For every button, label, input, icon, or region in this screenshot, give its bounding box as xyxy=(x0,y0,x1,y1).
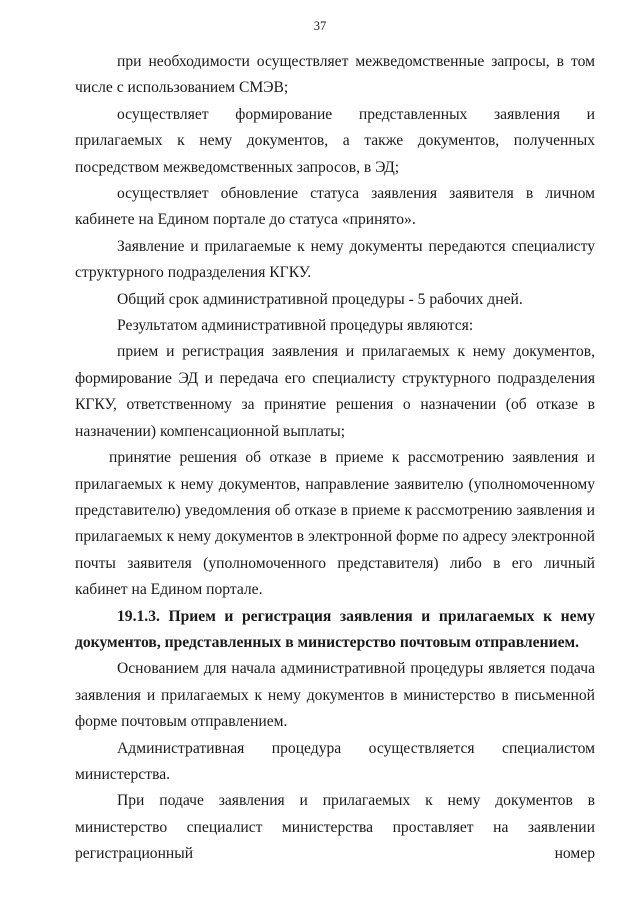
paragraph-results-intro: Результатом административной процедуры являются: xyxy=(117,317,474,335)
paragraph-result-refusal: принятие решения об отказе в приеме к рассмотрению заявления и прилагаемых к нему документов, направление заявителю (уполномоченному представителю) уведомления об отказе в приеме к рассмотрению заявления и прилагаемых к нему документов в электронной форме по адресу электронной почты заявителя (уполномоченного представителя) либо в его личный кабинет на Едином портале. xyxy=(75,449,595,599)
section-heading-19-1-3: 19.1.3. Прием и регистрация заявления и прилагаемых к нему документов, представленных в министерство почтовым отправлением. xyxy=(75,607,595,651)
paragraph-interagency-requests: при необходимости осуществляет межведомственные запросы, в том числе с использованием СМЭВ; xyxy=(75,53,595,97)
paragraph-procedure-basis: Основанием для начала административной процедуры является подача заявления и прилагаемых к нему документов в министерство в письменной форме почтовым отправлением. xyxy=(75,660,595,731)
page-number: 37 xyxy=(313,19,327,33)
paragraph-result-registration: прием и регистрация заявления и прилагаемых к нему документов, формирование ЭД и передача его специалисту структурного подразделения КГКУ, ответственному за принятие решения о назначении (об отказе в назначении) компенсационной выплаты; xyxy=(75,343,595,440)
document-body xyxy=(75,49,595,868)
paragraph-documents-transfer: Заявление и прилагаемые к нему документы передаются специалисту структурного подразделения КГКУ. xyxy=(75,237,595,282)
paragraph-procedure-term: Общий срок административной процедуры - 5 рабочих дней. xyxy=(117,290,523,308)
paragraph-registration-number: При подаче заявления и прилагаемых к нему документов в министерство специалист министерства проставляет на заявлении регистрационный номер xyxy=(75,792,595,863)
paragraph-status-update: осуществляет обновление статуса заявления заявителя в личном кабинете на Едином портале до статуса «принято». xyxy=(75,185,595,229)
paragraph-ed-formation: осуществляет формирование представленных заявления и прилагаемых к нему документов, а также документов, полученных посредством межведомственных запросов, в ЭД; xyxy=(75,105,595,176)
paragraph-procedure-executor: Административная процедура осуществляется специалистом министерства. xyxy=(75,739,595,783)
